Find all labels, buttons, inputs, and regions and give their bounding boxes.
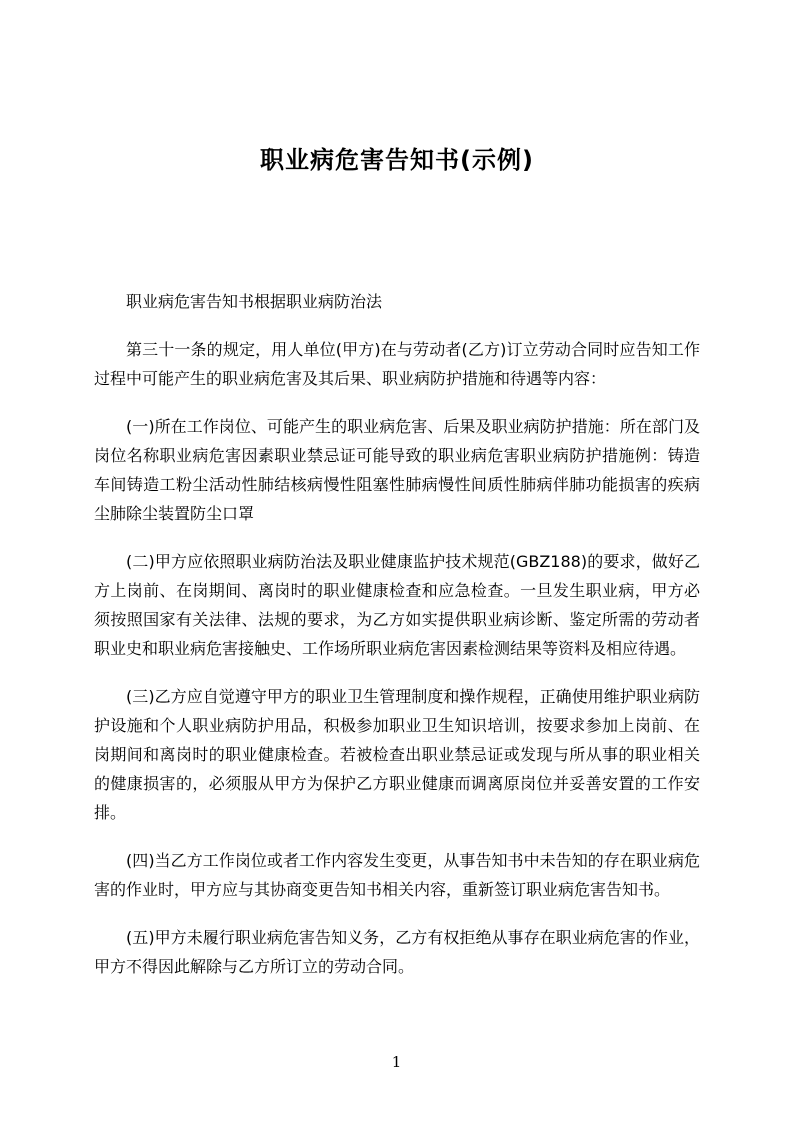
page-number: 1 [391, 1053, 402, 1071]
paragraph-intro: 职业病危害告知书根据职业病防治法 [126, 292, 383, 311]
paragraph-article-31: 第三十一条的规定，用人单位(甲方)在与劳动者(乙方)订立劳动合同时应告知工作过程中可能产生的职业病危害及其后果、职业病防护措施和待遇等内容： [94, 340, 700, 388]
paragraph-item-4: (四)当乙方工作岗位或者工作内容发生变更，从事告知书中未告知的存在职业病危害的作业时，甲方应与其协商变更告知书相关内容，重新签订职业病危害告知书。 [94, 851, 700, 899]
paragraph-item-2: (二)甲方应依照职业病防治法及职业健康监护技术规范(GBZ188)的要求，做好乙方上岗前、在岗期间、离岗时的职业健康检查和应急检查。一旦发生职业病，甲方必须按照国家有关法律、法规的要求，为乙方如实提供职业病诊断、鉴定所需的劳动者职业史和职业病危害接触史、工作场所职业病危害因素检测结果等资料及相应待遇。 [94, 552, 700, 658]
paragraph-item-3: (三)乙方应自觉遵守甲方的职业卫生管理制度和操作规程，正确使用维护职业病防护设施和个人职业病防护用品，积极参加职业卫生知识培训，按要求参加上岗前、在岗期间和离岗时的职业健康检查。若被检查出职业禁忌证或发现与所从事的职业相关的健康损害的，必须服从甲方为保护乙方职业健康而调离原岗位并妥善安置的工作安排。 [94, 687, 700, 822]
document-body [94, 287, 700, 981]
document-title: 职业病危害告知书(示例) [260, 146, 534, 174]
paragraph-item-5: (五)甲方未履行职业病危害告知义务，乙方有权拒绝从事存在职业病危害的作业，甲方不得因此解除与乙方所订立的劳动合同。 [94, 928, 700, 976]
paragraph-item-1: (一)所在工作岗位、可能产生的职业病危害、后果及职业病防护措施：所在部门及岗位名称职业病危害因素职业禁忌证可能导致的职业病危害职业病防护措施例：铸造车间铸造工粉尘活动性肺结核病慢性阻塞性肺病慢性间质性肺病伴肺功能损害的疾病尘肺除尘装置防尘口罩 [94, 417, 700, 523]
